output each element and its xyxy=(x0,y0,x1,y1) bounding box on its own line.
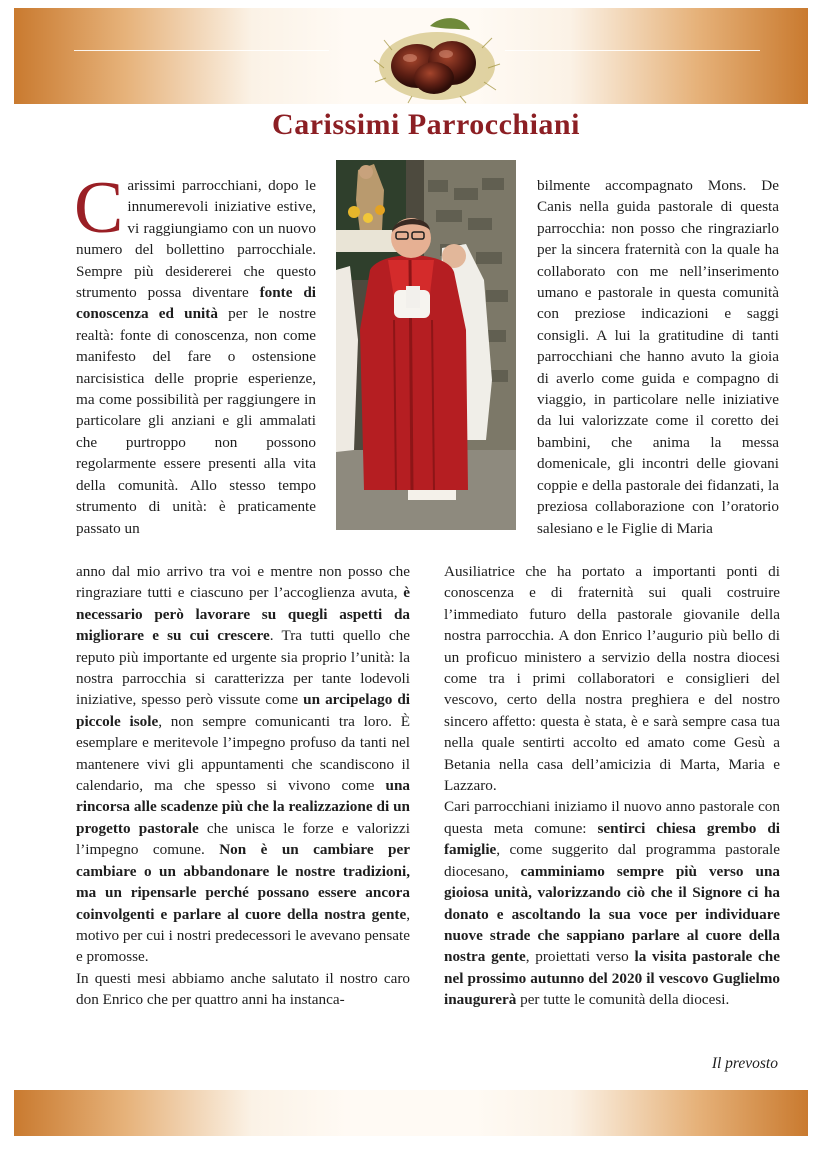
article-text: Ausiliatrice che ha portato a importanti ponti di conoscenza e di fraternità sui quali costruire l’immediato futuro della pastorale giovanile della nostra parrocchia. A don Enrico l’augurio più bello di un proficuo ministero a servizio della nostra diocesi come tra i primi collaboratori e consiglieri del vescovo, certo della nostra preghiera e del nostro sincero affetto: questa è stata, è e sarà sempre casa tua nella quale sentirti accolto ed amato come Gesù a Betania nella casa dell’amicizia di Marta, Maria e Lazzaro. xyxy=(444,563,780,795)
header-rule-right xyxy=(505,50,760,51)
paragraph xyxy=(444,561,780,796)
paragraph xyxy=(444,796,780,1010)
article-highlight: è necessario però lavorare su quegli aspetti da migliorare e su cui crescere xyxy=(76,584,410,645)
article-text: bilmente accompagnato Mons. De Canis nella guida pastorale di questa parrocchia: non posso che ringraziarlo per la sincera fraternità con la quale ha collaborato con me nell’inserimento umano e pastorale in questa comunità con preziose indicazioni e saggi consigli. A lui la gratitudine di tanti parrocchiani che hanno avuto la gioia di averlo come guida e compagno di viaggio, in particolare nelle iniziative da lui valorizzate come il coretto dei bambini, che anima la messa domenicale, gli incontri delle giovani coppie e della pastorale dei fidanzati, la preziosa collaborazione con l’oratorio salesiano e le Figlie di Maria xyxy=(537,177,779,537)
article-text: arissimi parrocchiani, dopo le innumerevoli iniziative estive, vi raggiungiamo con un nuovo numero del bollettino parrocchiale. Sempre più desidererei che questo strumento possa diventare xyxy=(76,177,316,302)
article-highlight: fonte di conoscenza ed unità xyxy=(76,284,316,323)
chestnut-icon xyxy=(372,8,502,104)
article-text: per le nostre realtà: fonte di conoscenza, non come manifesto del fare o ostensione narcisistica delle proprie esperienze, ma come possibilità per raggiungere in particolare gli anziani e gli ammalati che purtroppo non possono regolarmente essere presenti alla vita della comunità. Allo stesso tempo strumento di unità: è praticamente passato un xyxy=(76,305,317,537)
article-column-left-top xyxy=(74,167,317,539)
article-highlight: una rincorsa alle scadenze più che la realizzazione di un progetto pastorale xyxy=(76,777,410,837)
article-text: Cari parrocchiani iniziamo il nuovo anno pastorale con questa meta comune: xyxy=(444,798,780,837)
priest-photo xyxy=(336,160,516,530)
article-text: per tutte le comunità della diocesi. xyxy=(516,991,730,1009)
dropcap: C xyxy=(74,167,124,249)
article-text: , motivo per cui i nostri predecessori le avevano pensate e promosse. xyxy=(76,905,410,966)
article-column-right xyxy=(444,561,780,1011)
article-column-right-top xyxy=(537,175,779,539)
article-highlight: sentirci chiesa grembo di famiglie xyxy=(444,819,780,859)
article-highlight: Non è un cambiare per cambiare o un abbandonare le nostre tradizioni, ma un ripensarle perché possano essere ancora coinvolgenti e parlare al cuore della nostra gente xyxy=(76,841,410,923)
article-highlight: la visita pastorale che nel prossimo autunno del 2020 il vescovo Guglielmo inaugurerà xyxy=(444,948,780,1009)
article-text: In questi mesi abbiamo anche salutato il nostro caro don Enrico che per quattro anni ha instanca- xyxy=(76,969,410,1009)
article-text: che unisca le forze e valorizzi l’impegno comune. xyxy=(76,819,410,859)
article-text: , proiettati verso xyxy=(525,948,635,966)
article-highlight: camminiamo sempre più verso una gioiosa unità, valorizzando ciò che il Signore ci ha donato e ascoltando la sua voce per individuare nuove strade che sappiano parlare al cuore della nostra gente xyxy=(444,862,781,966)
article-column-left xyxy=(76,561,410,1011)
article-text: . Tra tutti quello che reputo più importante ed urgente sia proprio l’unità: la nostra parrocchia si caratterizza per tante lodevoli iniziative, spesso però vissute come xyxy=(76,627,411,709)
signature: Il prevosto xyxy=(711,1055,778,1072)
footer-band xyxy=(14,1090,808,1136)
header-band xyxy=(14,8,808,104)
header-rule-left xyxy=(74,50,329,51)
article-text: , non sempre comunicanti tra loro. È esemplare e meritevole l’impegno profuso da tanti nel mantenere vivi gli appuntamenti che scandiscono il calendario, ma che spesso si vivono come xyxy=(76,712,411,795)
article-text: anno dal mio arrivo tra voi e mentre non posso che ringraziare tutti e ciascuno per l’accoglienza avuta, xyxy=(76,563,410,602)
article-text: , come suggerito dal programma pastorale diocesano, xyxy=(444,841,780,880)
article-highlight: un arcipelago di piccole isole xyxy=(76,691,410,730)
page-title: Carissimi Parrocchiani xyxy=(272,108,580,141)
